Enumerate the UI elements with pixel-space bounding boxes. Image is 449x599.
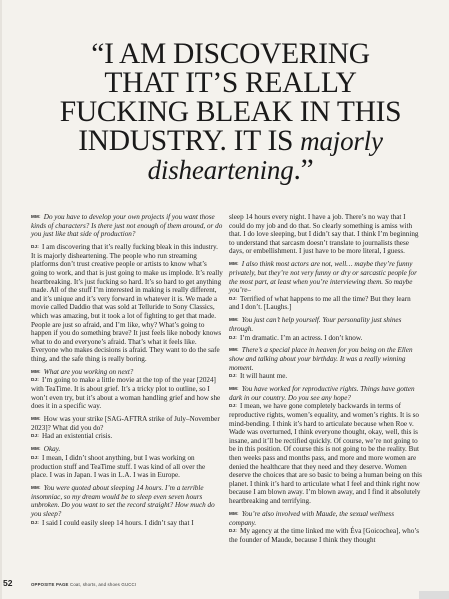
interview-column-right — [229, 213, 422, 549]
question-text: You just can’t help yourself. Your personality just shines through. — [229, 316, 402, 333]
answer-text: Terrified of what happens to me all the time? But they learn and I don’t. [Laughs.] — [229, 294, 411, 312]
speaker-label: MM: — [31, 485, 41, 491]
speaker-label: MM: — [229, 317, 239, 323]
interview-question — [229, 316, 422, 342]
interview-question — [229, 510, 422, 544]
question-text: You were quoted about sleeping 14 hours. I’m a terrible insomniac, so my dream would be to sleep even seven hours unbroken. Do you want to set the record straight? How much do you sleep? — [31, 484, 215, 518]
answer-text: I’m dramatic. I’m an actress. I don’t know. — [240, 333, 363, 342]
answer-text: I mean, we have gone completely backwards in terms of reproductive rights, women’s equality, and women’s rights. It is so mind-bending. I think it’s hard to articulate because when Roe v. Wade was overturned, I think everyone thought, okay, well, this is insane, and it’ll be rectified quickly. Of course, we’re not going to be in this position. Of course this is not going to be the reality. But then weeks pass and months pass, and more and more women are denied the healthcare that they need and they deserve. Women deserve the choices that are so basic to being a human being on this planet. I think it’s hard to articulate what I feel and think right now because I am blown away. I’m blown away, and I find it absolutely heartbreaking and terrifying. — [229, 402, 422, 505]
speaker-label: MM: — [31, 214, 41, 219]
interview-question — [229, 385, 422, 505]
speaker-label: MM: — [31, 416, 41, 422]
speaker-label: DJ: — [229, 403, 238, 409]
photo-credit — [31, 582, 136, 587]
page-number: 52 — [3, 578, 13, 588]
speaker-label: DJ: — [229, 528, 238, 534]
answer-text: Had an existential crisis. — [42, 432, 113, 441]
question-text: You’re also involved with Maude, the sexual wellness company. — [229, 509, 394, 527]
interview-question — [31, 415, 223, 441]
interview-question — [31, 213, 223, 239]
interview-question — [31, 368, 223, 411]
interview-answer-continued — [229, 213, 422, 256]
credit-label: OPPOSITE PAGE — [31, 582, 69, 587]
interview-question — [229, 346, 422, 380]
speaker-label: DJ: — [31, 377, 40, 383]
question-text: How was your strike [SAG-AFTRA strike of July–November 2023]? What did you do? — [31, 415, 220, 432]
answer-text: sleep 14 hours every night. I have a job. There’s no way that I could do my job and do that. So clearly something is amiss with that. I do love sleeping, but I didn’t say that. I think I’m beginning to understand that sarcasm doesn’t translate to journalists these days, or embellishment. I just have to be more literal, I guess. — [229, 213, 419, 256]
answer-text: It will haunt me. — [240, 372, 288, 381]
speaker-label: DJ: — [229, 295, 238, 301]
speaker-label: DJ: — [31, 455, 40, 460]
speaker-label: MM: — [31, 446, 41, 452]
question-text: Do you have to develop your own projects if you want those kinds of characters? Is there just not enough of them around, or do you just like that side of production? — [31, 213, 223, 239]
scan-watermark — [419, 591, 449, 599]
answer-text: I’m going to make a little movie at the top of the year [2024] with TeaTime. It is about grief. It’s a tricky plot to outline, so I won’t even try, but it’s about a woman handling grief and how she does it in a specific way. — [31, 376, 221, 411]
question-text: What are you working on next? — [43, 367, 134, 376]
speaker-label: DJ: — [31, 433, 40, 439]
interview-question — [229, 260, 422, 312]
page-footer — [3, 578, 12, 588]
speaker-label: MM: — [229, 510, 239, 516]
speaker-label: DJ: — [31, 519, 40, 525]
pull-quote — [58, 40, 403, 185]
question-text: Okay. — [43, 445, 61, 454]
pull-quote-main: “I AM DISCOVERING THAT IT’S REALLY FUCKING BLEAK IN THIS INDUSTRY. IT IS — [59, 38, 402, 157]
question-text: You have worked for reproductive rights. Things have gotten dark in our country. Do you see any hope? — [229, 385, 415, 402]
speaker-label: DJ: — [229, 334, 238, 340]
pull-quote-close: .” — [293, 154, 314, 186]
credit-text: Coat, shorts, and shoes GUCCI — [70, 582, 137, 587]
speaker-label: MM: — [229, 386, 239, 392]
answer-text: My agency at the time linked me with Éva [Goicochea], who’s the founder of Maude, because I think they thought — [229, 527, 420, 544]
question-text: I also think most actors are not, well… maybe they’re funny privately, but they’re not very funny or dry or sarcastic people for the most part, at least when you’re interviewing them. So maybe you’re– — [229, 260, 417, 295]
answer-text: I said I could easily sleep 14 hours. I didn’t say that I — [42, 518, 194, 527]
speaker-label: MM: — [229, 261, 239, 267]
question-text: There’s a special place in heaven for you being on the Ellen show and talking about your birthday. It was a really winning moment. — [229, 346, 413, 372]
speaker-label: DJ: — [229, 373, 238, 379]
answer-text: I am discovering that it’s really fucking bleak in this industry. It is majorly disheartening. The people who run streaming platforms don’t trust creative people or artists to know what’s going to work, and that is just going to make us implode. It’s really heartbreaking. It’s just fucking so hard. It’s so hard to get anything made. All of the stuff I’m interested in making is really different, and it’s unique and it’s very forward in whatever it is. We made a movie called Daddio that was sold at Telluride to Sony Classics, which was amazing, but it took a lot of fighting to get that made. People are just so afraid, and I’m like, why? What’s going to happen if you do something brave? It just feels like nobody knows what to do and everyone’s afraid. That’s what it feels like. Everyone who makes decisions is afraid. They want to do the safe thing, and the safe thing is really boring. — [31, 243, 223, 363]
interview-column-left — [31, 213, 223, 532]
speaker-label: DJ: — [31, 244, 40, 250]
interview-answer — [31, 243, 223, 363]
pull-quote-emphasis: majorly disheartening — [147, 126, 383, 185]
speaker-label: MM: — [31, 368, 41, 374]
answer-text: I mean, I didn’t shoot anything, but I was working on production stuff and TeaTime stuff. I was kind of all over the place. I was in Japan. I was in L.A. I was in Europe. — [31, 454, 206, 480]
interview-question — [31, 445, 223, 479]
page-edge — [0, 0, 2, 599]
interview-question — [31, 484, 223, 527]
speaker-label: MM: — [229, 347, 239, 353]
